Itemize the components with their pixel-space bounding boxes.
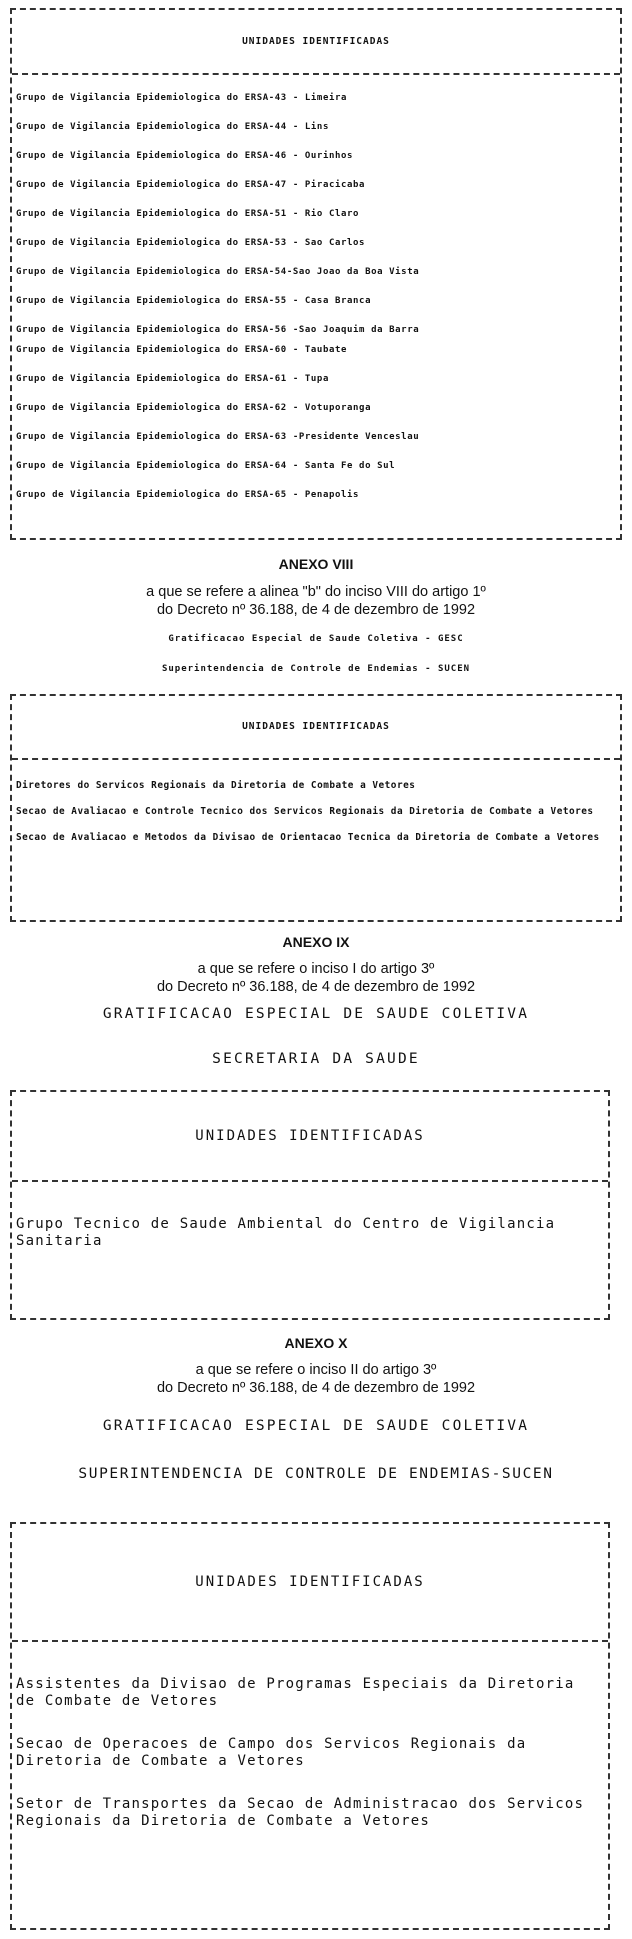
anexo-x-orgao: SUPERINTENDENCIA DE CONTROLE DE ENDEMIAS-SUCEN <box>78 1466 554 1482</box>
list-item: Grupo de Vigilancia Epidemiologica do ERSA-44 - Lins <box>16 122 329 132</box>
list-item: Grupo de Vigilancia Epidemiologica do ERSA-51 - Rio Claro <box>16 209 360 219</box>
list-item: Grupo de Vigilancia Epidemiologica do ERSA-62 - Votuporanga <box>16 403 372 413</box>
list-item: Grupo de Vigilancia Epidemiologica do ERSA-53 - Sao Carlos <box>16 238 366 248</box>
units-table-1 <box>10 8 622 540</box>
list-item: Grupo de Vigilancia Epidemiologica do ERSA-54-Sao Joao da Boa Vista <box>16 267 420 277</box>
table-header-label: UNIDADES IDENTIFICADAS <box>242 721 390 732</box>
table-header-label: UNIDADES IDENTIFICADAS <box>242 36 390 47</box>
list-item: Grupo de Vigilancia Epidemiologica do ERSA-43 - Limeira <box>16 93 348 103</box>
list-item: Grupo de Vigilancia Epidemiologica do ERSA-47 - Piracicaba <box>16 180 366 190</box>
anexo-viii-title: ANEXO VIII <box>278 556 354 572</box>
anexo-viii-ref-line2: do Decreto nº 36.188, de 4 de dezembro de 1992 <box>156 602 476 618</box>
anexo-ix-ref-line1: a que se refere o inciso I do artigo 3º <box>197 961 435 977</box>
list-item: Grupo de Vigilancia Epidemiologica do ERSA-56 -Sao Joaquim da Barra <box>16 325 420 335</box>
anexo-ix-orgao: SECRETARIA DA SAUDE <box>212 1051 420 1067</box>
table-header <box>12 1092 608 1182</box>
table-header-label: UNIDADES IDENTIFICADAS <box>195 1128 425 1144</box>
list-item: Diretores do Servicos Regionais da Diretoria de Combate a Vetores <box>16 780 416 791</box>
anexo-viii-ref-line1: a que se refere a alinea "b" do inciso VIII do artigo 1º <box>146 584 486 600</box>
anexo-ix-title: ANEXO IX <box>282 934 350 950</box>
table-header <box>12 1524 608 1642</box>
anexo-viii-gratificacao: Gratificacao Especial de Saude Coletiva - GESC <box>168 634 464 644</box>
anexo-x-ref-line1: a que se refere o inciso II do artigo 3º <box>195 1362 437 1378</box>
list-item: Grupo de Vigilancia Epidemiologica do ERSA-64 - Santa Fe do Sul <box>16 461 396 471</box>
table-header <box>12 696 620 760</box>
anexo-x-ref-line2: do Decreto nº 36.188, de 4 de dezembro de 1992 <box>156 1380 476 1396</box>
anexo-ix-ref-line2: do Decreto nº 36.188, de 4 de dezembro de 1992 <box>156 979 476 995</box>
list-item: Grupo de Vigilancia Epidemiologica do ERSA-60 - Taubate <box>16 345 348 355</box>
anexo-x-title: ANEXO X <box>284 1335 348 1351</box>
table-header-label: UNIDADES IDENTIFICADAS <box>195 1574 425 1590</box>
list-item: Grupo de Vigilancia Epidemiologica do ERSA-65 - Penapolis <box>16 490 360 500</box>
list-item: Setor de Transportes da Secao de Administracao dos Servicos Regionais da Diretoria de Combate a Vetores <box>16 1796 585 1829</box>
list-item: Grupo de Vigilancia Epidemiologica do ERSA-63 -Presidente Venceslau <box>16 432 420 442</box>
list-item: Grupo de Vigilancia Epidemiologica do ERSA-61 - Tupa <box>16 374 329 384</box>
list-item: Grupo Tecnico de Saude Ambiental do Centro de Vigilancia Sanitaria <box>16 1216 556 1249</box>
anexo-viii-orgao: Superintendencia de Controle de Endemias - SUCEN <box>161 664 471 674</box>
table-header <box>12 10 620 75</box>
list-item: Secao de Avaliacao e Controle Tecnico dos Servicos Regionais da Diretoria de Combate a Vetores <box>16 806 594 817</box>
list-item: Secao de Avaliacao e Metodos da Divisao de Orientacao Tecnica da Diretoria de Combate a Vetores <box>16 832 600 843</box>
list-item: Grupo de Vigilancia Epidemiologica do ERSA-46 - Ourinhos <box>16 151 354 161</box>
anexo-ix-gratificacao: GRATIFICACAO ESPECIAL DE SAUDE COLETIVA <box>102 1006 530 1022</box>
units-table-2 <box>10 694 622 922</box>
anexo-x-gratificacao: GRATIFICACAO ESPECIAL DE SAUDE COLETIVA <box>102 1418 530 1434</box>
units-table-4 <box>10 1522 610 1930</box>
list-item: Assistentes da Divisao de Programas Especiais da Diretoria de Combate de Vetores <box>16 1676 575 1709</box>
units-table-3 <box>10 1090 610 1320</box>
list-item: Grupo de Vigilancia Epidemiologica do ERSA-55 - Casa Branca <box>16 296 372 306</box>
list-item: Secao de Operacoes de Campo dos Servicos Regionais da Diretoria de Combate a Vetores <box>16 1736 527 1769</box>
